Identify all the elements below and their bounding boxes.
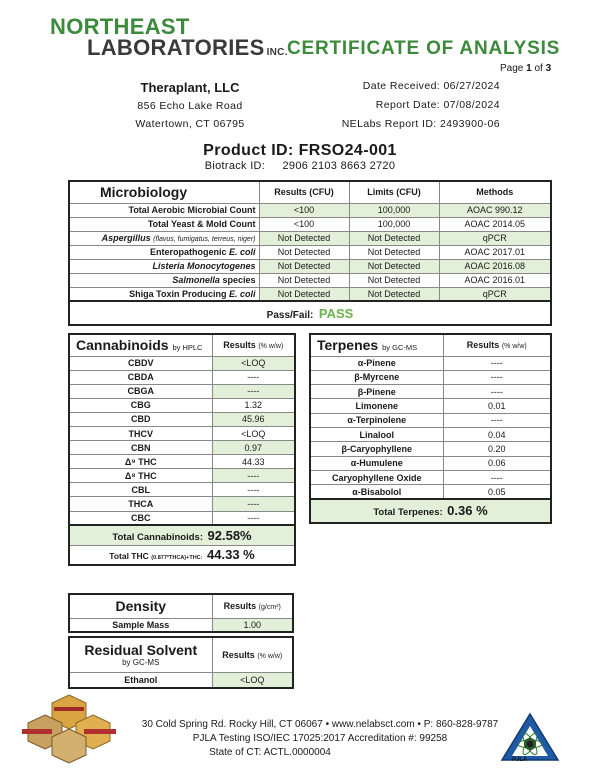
table-row (69, 426, 295, 440)
table-row (69, 203, 551, 217)
test-result: Not Detected (259, 231, 349, 245)
page-number (500, 63, 551, 74)
compound-name: CBDA (69, 370, 212, 384)
test-limit: Not Detected (349, 273, 439, 287)
pjla-label: PJLA (512, 757, 528, 763)
terpene-name: β-Caryophyllene (310, 442, 443, 456)
table-row (69, 511, 295, 525)
terpene-value: 0.20 (443, 442, 551, 456)
test-name: Enteropathogenic E. coli (69, 245, 259, 259)
table-row (310, 385, 551, 399)
test-limit: 100,000 (349, 217, 439, 231)
results-col-header: Results (g/cm³) (212, 594, 293, 618)
test-method: AOAC 2016.01 (439, 273, 551, 287)
table-row (69, 231, 551, 245)
table-row (69, 618, 293, 632)
test-result: Not Detected (259, 287, 349, 301)
compound-value: ---- (212, 469, 295, 483)
table-row (69, 287, 551, 301)
test-name: Total Yeast & Mold Count (69, 217, 259, 231)
total-thc-row (69, 545, 295, 565)
table-row (310, 413, 551, 427)
compound-value: <LOQ (212, 356, 295, 370)
table-row (69, 273, 551, 287)
terpene-value: 0.04 (443, 427, 551, 441)
terpene-name: α-Humulene (310, 456, 443, 470)
page-current: 1 (526, 63, 532, 74)
limits-col-header: Limits (CFU) (349, 181, 439, 203)
table-row (69, 259, 551, 273)
compound-value: ---- (212, 511, 295, 525)
residual-solvent-table (68, 636, 294, 689)
test-name: Listeria Monocytogenes (69, 259, 259, 273)
pass-fail-row (69, 301, 551, 325)
total-thc (69, 545, 295, 565)
methods-col-header: Methods (439, 181, 551, 203)
terpenes-table (309, 333, 552, 524)
terpene-name: α-Pinene (310, 356, 443, 370)
table-row (310, 470, 551, 484)
biotrack-label: Biotrack ID: (204, 160, 266, 172)
table-row (310, 442, 551, 456)
test-limit: Not Detected (349, 259, 439, 273)
test-method: AOAC 2017.01 (439, 245, 551, 259)
test-method: AOAC 2016.08 (439, 259, 551, 273)
test-method: qPCR (439, 287, 551, 301)
total-thc-label: Total THC (109, 551, 149, 562)
compound-name: CBN (69, 441, 212, 455)
solvent-value: <LOQ (212, 672, 293, 688)
microbiology-title: Microbiology (69, 181, 259, 203)
test-method: AOAC 2014.05 (439, 217, 551, 231)
badge-ribbon-icon (84, 729, 116, 734)
client-name: Theraplant, LLC (140, 80, 240, 95)
density-table (68, 593, 294, 633)
test-name: Salmonella species (69, 273, 259, 287)
table-row (69, 217, 551, 231)
terpene-name: α-Terpinolene (310, 413, 443, 427)
logo-name: LABORATORIES (87, 35, 265, 60)
test-result: <100 (259, 217, 349, 231)
product-id: Product ID: FRSO24-001 (203, 142, 397, 159)
test-method: qPCR (439, 231, 551, 245)
total-thc-value: 44.33 % (207, 547, 255, 563)
test-method: AOAC 990.12 (439, 203, 551, 217)
table-row (310, 399, 551, 413)
total-cannabinoids-row (69, 525, 295, 545)
total-thc-formula: (0.877*THCA)+THC: (151, 555, 203, 562)
report-date: Report Date: 07/08/2024 (375, 99, 500, 111)
terpene-value: 0.01 (443, 399, 551, 413)
compound-name: Δ⁹ THC (69, 455, 212, 469)
results-col-header: Results (% w/w) (212, 334, 295, 356)
compound-value: 1.32 (212, 398, 295, 412)
terpene-value: ---- (443, 413, 551, 427)
residual-solvent-title: Residual Solvent by GC-MS (69, 637, 212, 672)
footer-accreditation: PJLA Testing ISO/IEC 17025:2017 Accreditation #: 99258 (192, 733, 448, 744)
table-row (69, 455, 295, 469)
terpene-value: ---- (443, 370, 551, 384)
compound-name: THCA (69, 497, 212, 511)
client-address: 856 Echo Lake Road (137, 100, 243, 112)
table-row (310, 485, 551, 499)
table-row (69, 441, 295, 455)
document-title: CERTIFICATE OF ANALYSIS (287, 38, 561, 59)
test-result: Not Detected (259, 245, 349, 259)
results-col-header: Results (% w/w) (212, 637, 293, 672)
table-row (69, 245, 551, 259)
table-row (69, 356, 295, 370)
terpene-value: 0.06 (443, 456, 551, 470)
terpene-value: ---- (443, 356, 551, 370)
test-name: Total Aerobic Microbial Count (69, 203, 259, 217)
page-total: 3 (545, 63, 552, 74)
terpene-name: Limonene (310, 399, 443, 413)
logo-line2 (87, 35, 288, 61)
table-row (310, 370, 551, 384)
test-result: Not Detected (259, 273, 349, 287)
compound-value: ---- (212, 497, 295, 511)
test-name: Aspergillus (flavus, fumigatus, terreus, niger) (69, 231, 259, 245)
terpene-name: Linalool (310, 427, 443, 441)
microbiology-table (68, 180, 552, 326)
table-row (310, 456, 551, 470)
page-of: of (534, 63, 543, 74)
footer-state: State of CT: ACTL.0000004 (209, 747, 331, 758)
terpene-value: ---- (443, 385, 551, 399)
table-row (310, 356, 551, 370)
biotrack-value: 2906 2103 8663 2720 (282, 160, 396, 172)
compound-value: ---- (212, 384, 295, 398)
compound-name: CBL (69, 483, 212, 497)
badge-ribbon-icon (22, 729, 52, 734)
table-row (69, 398, 295, 412)
table-row (69, 370, 295, 384)
report-id: NELabs Report ID: 2493900-06 (341, 118, 500, 130)
compound-value: <LOQ (212, 426, 295, 440)
compound-value: 0.97 (212, 441, 295, 455)
total-terpenes-label: Total Terpenes: (373, 507, 443, 519)
test-name: Shiga Toxin Producing E. coli (69, 287, 259, 301)
badge-ribbon-icon (54, 707, 84, 711)
logo-inc: INC. (266, 47, 288, 58)
test-limit: Not Detected (349, 245, 439, 259)
pass-fail (69, 301, 551, 325)
density-title: Density (69, 594, 212, 618)
results-col-header: Results (CFU) (259, 181, 349, 203)
results-col-header: Results (% w/w) (443, 334, 551, 356)
terpene-name: Caryophyllene Oxide (310, 470, 443, 484)
compound-name: CBC (69, 511, 212, 525)
test-limit: Not Detected (349, 231, 439, 245)
pjla-logo-icon (500, 712, 560, 764)
density-row-name: Sample Mass (69, 618, 212, 632)
pass-fail-label: Pass/Fail: (266, 309, 314, 321)
test-result: Not Detected (259, 259, 349, 273)
terpene-value: 0.05 (443, 485, 551, 499)
logo-line1: NORTHEAST (50, 14, 190, 39)
footer-address: 30 Cold Spring Rd. Rocky Hill, CT 06067 • www.nelabsct.com • P: 860-828-9787 (141, 719, 499, 730)
cannabinoids-title: Cannabinoids by HPLC (69, 334, 212, 356)
table-row (310, 427, 551, 441)
density-row-value: 1.00 (212, 618, 293, 632)
client-city: Watertown, CT 06795 (135, 118, 245, 130)
total-terpenes-value: 0.36 % (447, 503, 488, 519)
compound-value: ---- (212, 370, 295, 384)
biotrack-id (150, 160, 450, 172)
test-limit: Not Detected (349, 287, 439, 301)
table-row (69, 483, 295, 497)
total-cannabinoids-label: Total Cannabinoids: (112, 531, 203, 543)
table-row (69, 469, 295, 483)
terpene-name: α-Bisabolol (310, 485, 443, 499)
compound-name: CBD (69, 412, 212, 426)
pass-fail-value: PASS (318, 305, 354, 321)
total-cannabinoids (69, 525, 295, 545)
terpene-name: β-Pinene (310, 385, 443, 399)
total-cannabinoids-value: 92.58% (207, 527, 252, 543)
compound-value: 44.33 (212, 455, 295, 469)
compound-name: Δ⁸ THC (69, 469, 212, 483)
solvent-name: Ethanol (69, 672, 212, 688)
cannabinoids-table (68, 333, 296, 566)
compound-name: THCV (69, 426, 212, 440)
date-received: Date Received: 06/27/2024 (362, 80, 500, 92)
table-row (69, 497, 295, 511)
terpene-value: ---- (443, 470, 551, 484)
compound-value: 45.96 (212, 412, 295, 426)
total-terpenes-row (310, 499, 551, 523)
terpene-name: β-Myrcene (310, 370, 443, 384)
terpenes-title: Terpenes by GC-MS (310, 334, 443, 356)
compound-value: ---- (212, 483, 295, 497)
accreditation-badges (20, 693, 118, 765)
test-result: <100 (259, 203, 349, 217)
compound-name: CBGA (69, 384, 212, 398)
table-row (69, 672, 293, 688)
compound-name: CBDV (69, 356, 212, 370)
compound-name: CBG (69, 398, 212, 412)
table-row (69, 384, 295, 398)
table-row (69, 412, 295, 426)
test-limit: 100,000 (349, 203, 439, 217)
total-terpenes (310, 499, 551, 523)
badge-icon (52, 729, 86, 763)
page-prefix: Page (500, 63, 524, 74)
